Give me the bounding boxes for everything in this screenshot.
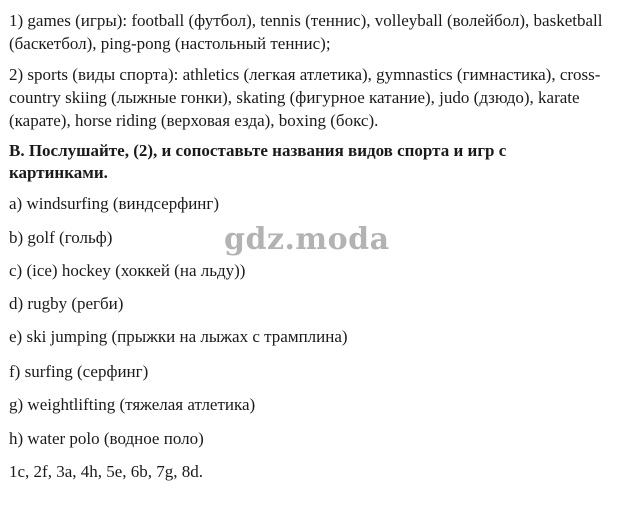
list-item: e) ski jumping (прыжки на лыжах с трамплина) [9, 327, 348, 346]
list-item: d) rugby (регби) [9, 294, 124, 313]
list-item: a) windsurfing (виндсерфинг) [9, 194, 220, 213]
task-heading: B. Послушайте, (2), и сопоставьте названия видов спорта и игр с картинками. [9, 141, 507, 182]
watermark-logo: gdz.moda [224, 222, 390, 257]
list-item: b) golf (гольф) [9, 228, 113, 247]
list-item: g) weightlifting (тяжелая атлетика) [9, 395, 256, 414]
answer-line: 1c, 2f, 3a, 4h, 5e, 6b, 7g, 8d. [9, 462, 204, 481]
sports-paragraph: 2) sports (виды спорта): athletics (легкая атлетика), gymnastics (гимнастика), cross-country skiing (лыжные гонки), skating (фигурное катание), judo (дзюдо), karate (карате), horse riding (верховая езда), boxing (бокс). [9, 65, 601, 130]
list-item: c) (ice) hockey (хоккей (на льду)) [9, 261, 246, 280]
list-item: h) water polo (водное поло) [9, 429, 204, 448]
list-item: f) surfing (серфинг) [9, 362, 149, 381]
games-paragraph: 1) games (игры): football (футбол), tennis (теннис), volleyball (волейбол), basketball (баскетбол), ping-pong (настольный теннис); [9, 11, 603, 53]
